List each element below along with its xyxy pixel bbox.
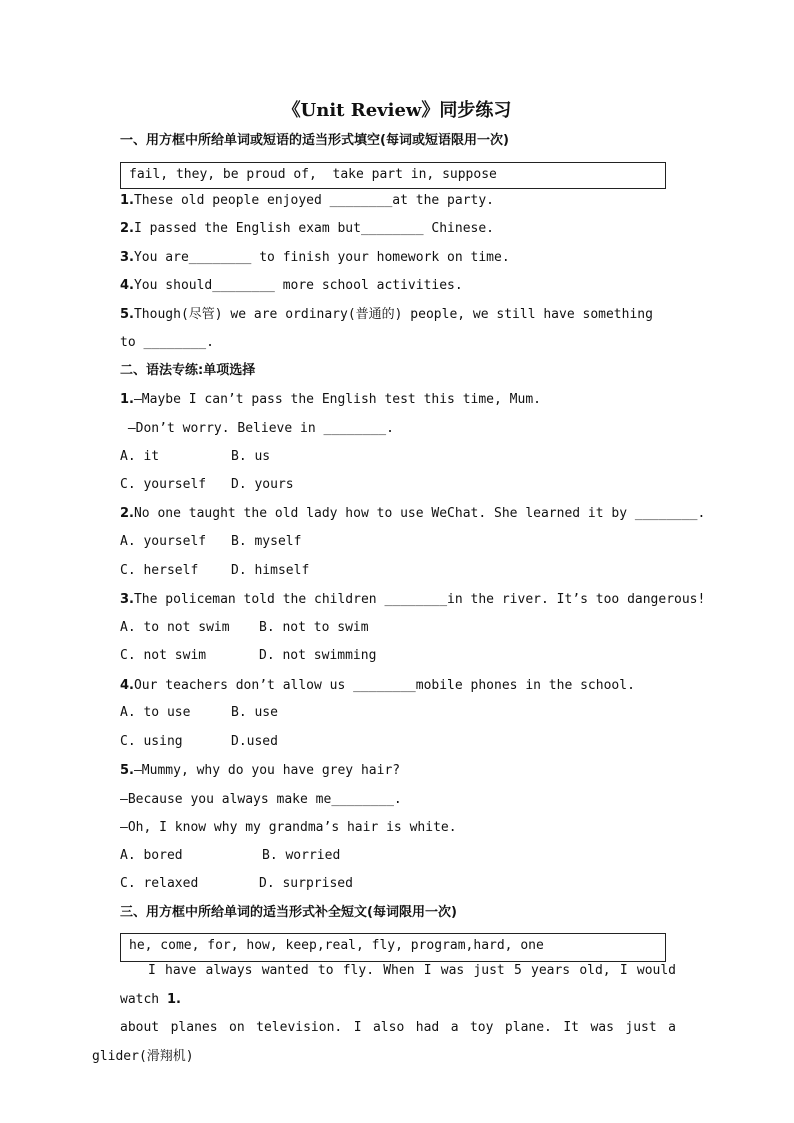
question-number: 2.: [120, 506, 134, 521]
section2-heading: 二、语法专练:单项选择: [120, 363, 256, 378]
section1-item-5: [120, 306, 653, 324]
section3-heading: 三、用方框中所给单词的适当形式补全短文(每词限用一次): [120, 905, 457, 920]
section1-item-2: [120, 220, 494, 238]
option-a: A. yourself: [120, 534, 207, 549]
blank-number: 1.: [166, 991, 181, 1007]
option-b: B. worried: [262, 848, 341, 863]
option-d: D. not swimming: [259, 648, 377, 663]
question-text: —Mummy, why do you have grey hair?: [133, 763, 401, 778]
option-a: A. it: [120, 449, 160, 464]
question-number: 1.: [120, 392, 134, 407]
item-text: These old people enjoyed ________at the party.: [133, 193, 495, 208]
question-text: Our teachers don’t allow us ________mobile phones in the school.: [133, 678, 635, 693]
section1-word-box: fail, they, be proud of, take part in, suppose: [120, 162, 666, 189]
section3-word-box: he, come, for, how, keep,real, fly, program,hard, one: [120, 933, 666, 962]
question-5-line-2: —Because you always make me________.: [120, 792, 402, 807]
option-a: A. to use: [120, 705, 191, 720]
section1-item-3: [120, 249, 510, 267]
question-text: No one taught the old lady how to use WeChat. She learned it by ________.: [133, 506, 706, 521]
item-number: 3.: [120, 250, 134, 265]
option-c: C. relaxed: [120, 876, 199, 891]
section1-heading: 一、用方框中所给单词或短语的适当形式填空(每词或短语限用一次): [120, 133, 509, 148]
option-c: C. yourself: [120, 477, 207, 492]
item-text: I passed the English exam but________ Chinese.: [133, 221, 495, 236]
passage-line-2: about planes on television. I also had a toy plane. It was just a glider(滑翔机): [92, 1020, 676, 1064]
question-4: [120, 677, 635, 695]
option-d: D. surprised: [259, 876, 353, 891]
question-number: 3.: [120, 592, 134, 607]
option-c: C. not swim: [120, 648, 207, 663]
option-d: D. yours: [231, 477, 294, 492]
question-number: 4.: [120, 678, 134, 693]
section1-item-1: [120, 192, 494, 210]
item-number: 5.: [120, 307, 134, 322]
section1-item-5-continued: to ________.: [120, 335, 214, 350]
option-c: C. herself: [120, 563, 199, 578]
question-text: —Maybe I can’t pass the English test this time, Mum.: [133, 392, 541, 407]
question-1-reply: —Don’t worry. Believe in ________.: [120, 421, 394, 436]
item-number: 1.: [120, 193, 134, 208]
page-title: 《Unit Review》同步练习: [282, 100, 512, 121]
passage-paragraph: [92, 957, 676, 1071]
option-c: C. using: [120, 734, 183, 749]
question-5: [120, 762, 400, 780]
question-1: [120, 391, 541, 409]
question-2: [120, 505, 705, 523]
item-number: 2.: [120, 221, 134, 236]
option-b: B. not to swim: [259, 620, 369, 635]
question-text: The policeman told the children ________in the river. It’s too dangerous!: [133, 592, 706, 607]
item-number: 4.: [120, 278, 134, 293]
question-3: [120, 591, 705, 609]
question-number: 5.: [120, 763, 134, 778]
passage-line-1: I have always wanted to fly. When I was just 5 years old, I would watch: [120, 963, 676, 1007]
option-a: A. bored: [120, 848, 183, 863]
option-b: B. use: [231, 705, 278, 720]
option-a: A. to not swim: [120, 620, 230, 635]
section1-item-4: [120, 277, 463, 295]
item-text: You are________ to finish your homework on time.: [133, 250, 510, 265]
item-text: You should________ more school activities.: [133, 278, 463, 293]
option-b: B. us: [231, 449, 271, 464]
question-5-line-3: —Oh, I know why my grandma’s hair is white.: [120, 820, 457, 835]
option-d: D. himself: [231, 563, 310, 578]
option-d: D.used: [231, 734, 278, 749]
item-text: Though(尽管) we are ordinary(普通的) people, we still have something: [133, 307, 653, 322]
option-b: B. myself: [231, 534, 302, 549]
